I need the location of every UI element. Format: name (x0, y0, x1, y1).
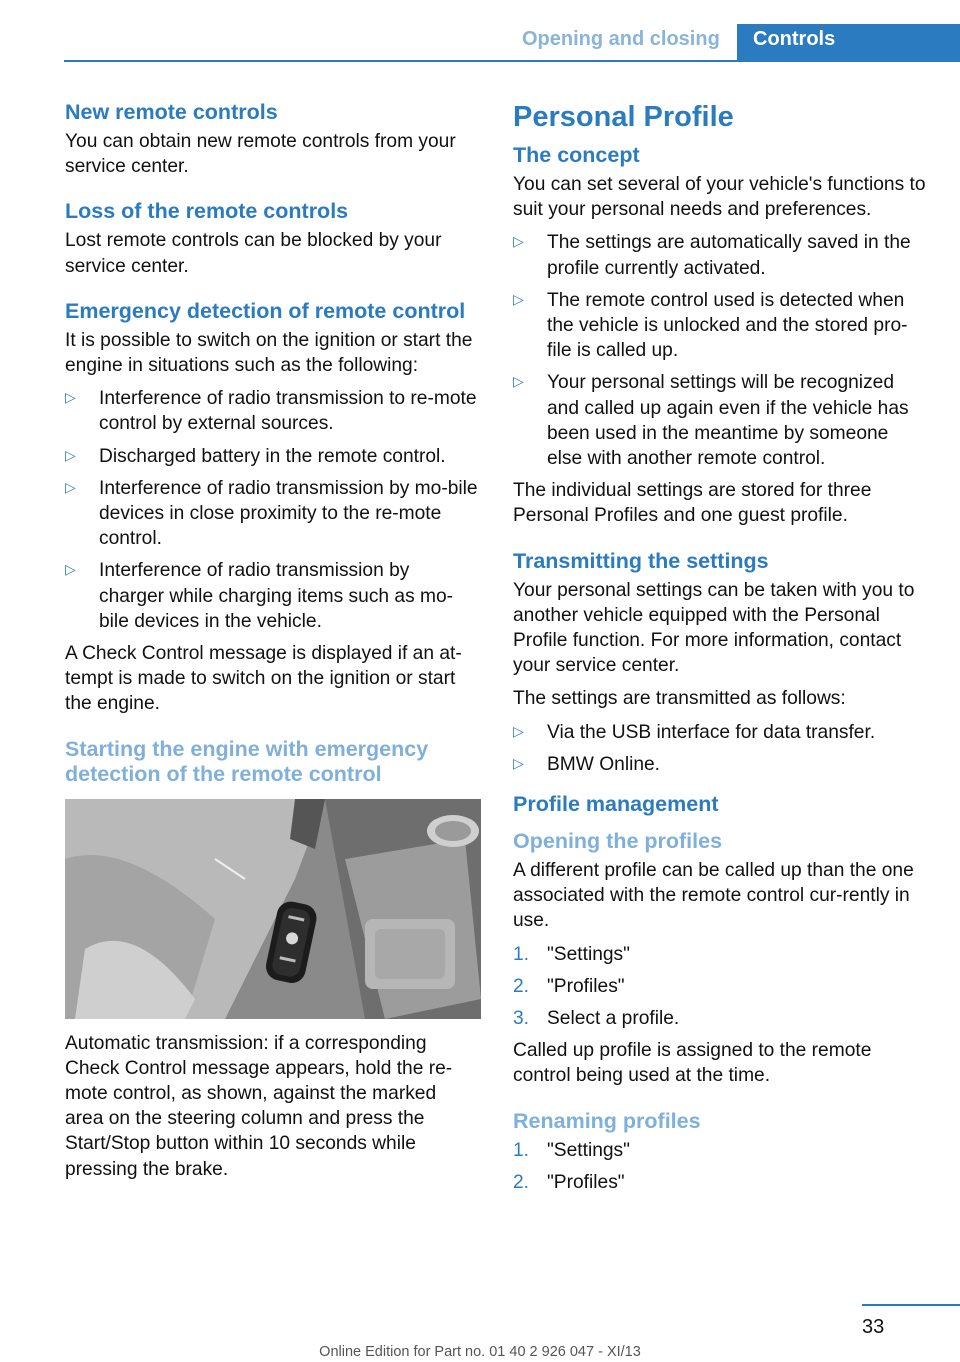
step-number: 1. (513, 943, 530, 965)
text-transmitting-intro: The settings are transmitted as follows: (513, 688, 846, 710)
left-column (65, 100, 479, 1182)
list-item (513, 1138, 927, 1163)
remote-control-photo (65, 799, 481, 1019)
heading-concept: The concept (513, 143, 640, 167)
transmitting-list (513, 720, 927, 777)
right-column (513, 100, 927, 1202)
step-text: Select a profile. (547, 1008, 680, 1030)
header-section-title: Opening and closing (522, 28, 720, 50)
step-text: "Settings" (547, 1139, 630, 1161)
edition-note: Online Edition for Part no. 01 40 2 926 047 - XI/13 (319, 1344, 641, 1360)
step-number: 3. (513, 1008, 530, 1030)
list-item: ▷ The settings are automatically saved in the profile currently activated. (513, 230, 927, 280)
page-header (0, 0, 960, 66)
list-item: ▷ Interference of radio transmission to re‐mote control by external sources. (65, 386, 479, 436)
opening-steps (513, 942, 927, 1032)
list-item: ▷ The remote control used is detected when the vehicle is unlocked and the stored pro‐file is called up. (513, 288, 927, 364)
step-number: 1. (513, 1139, 530, 1161)
step-number: 2. (513, 975, 530, 997)
header-chapter-tab (737, 24, 960, 61)
header-rule (64, 60, 960, 62)
heading-transmitting: Transmitting the settings (513, 548, 769, 573)
list-item: ▷ Interference of radio transmission by charger while charging items such as mo‐bile devices in the vehicle. (65, 558, 479, 634)
list-item (513, 1170, 927, 1195)
heading-starting: Starting the engine with emergency detection of the remote control (65, 736, 429, 786)
photo-caption: Automatic transmission: if a corresponding Check Control message appears, hold the re‐mote control, as shown, against the marked area on the steering column and press the Start/Stop button within 10 seconds while pressing the brake. (65, 1032, 453, 1180)
text-opening-note: Called up profile is assigned to the remote control being used at the time. (513, 1040, 872, 1087)
list-item (513, 1006, 927, 1031)
emergency-list (65, 386, 479, 634)
list-item: ▷ Via the USB interface for data transfer. (513, 720, 927, 745)
heading-renaming: Renaming profiles (513, 1108, 701, 1133)
list-item (513, 942, 927, 967)
heading-loss: Loss of the remote controls (65, 199, 349, 224)
text-loss: Lost remote controls can be blocked by your service center. (65, 230, 442, 277)
title-personal-profile: Personal Profile (513, 101, 734, 133)
list-item (513, 974, 927, 999)
steering-column-illustration (65, 799, 481, 1019)
text-concept: You can set several of your vehicle's functions to suit your personal needs and preferences. (513, 174, 926, 221)
list-item: ▷ BMW Online. (513, 752, 927, 777)
list-item: ▷ Discharged battery in the remote control. (65, 444, 479, 469)
heading-management: Profile management (513, 792, 719, 817)
heading-opening: Opening the profiles (513, 829, 723, 854)
header-chapter-label: Controls (753, 28, 836, 50)
text-emergency-intro: It is possible to switch on the ignition or start the engine in situations such as the following: (65, 329, 473, 377)
list-item: ▷ Interference of radio transmission by mo‐bile devices in close proximity to the re‐mote control. (65, 476, 479, 552)
heading-new-remote: New remote controls (65, 100, 278, 124)
text-concept-note: The individual settings are stored for three Personal Profiles and one guest profile. (513, 480, 872, 527)
text-transmitting: Your personal settings can be taken with you to another vehicle equipped with the Personal Profile function. For more information, contact your service center. (513, 579, 915, 677)
heading-emergency: Emergency detection of remote control (65, 298, 466, 323)
renaming-steps (513, 1138, 927, 1195)
text-opening: A different profile can be called up than the one associated with the remote control cur‐rently in use. (513, 860, 914, 932)
concept-list (513, 230, 927, 471)
step-number: 2. (513, 1171, 530, 1193)
text-new-remote: You can obtain new remote controls from your service center. (65, 131, 456, 178)
footer-rule (862, 1304, 960, 1306)
list-item: ▷ Your personal settings will be recognized and called up again even if the vehicle has been used in the meantime by someone else with another remote control. (513, 370, 927, 471)
step-text: "Profiles" (547, 975, 625, 997)
step-text: "Profiles" (547, 1171, 625, 1193)
page-number: 33 (862, 1316, 885, 1338)
step-text: "Settings" (547, 943, 630, 965)
text-emergency-note: A Check Control message is displayed if an at‐tempt is made to switch on the ignition or start the engine. (65, 643, 462, 715)
